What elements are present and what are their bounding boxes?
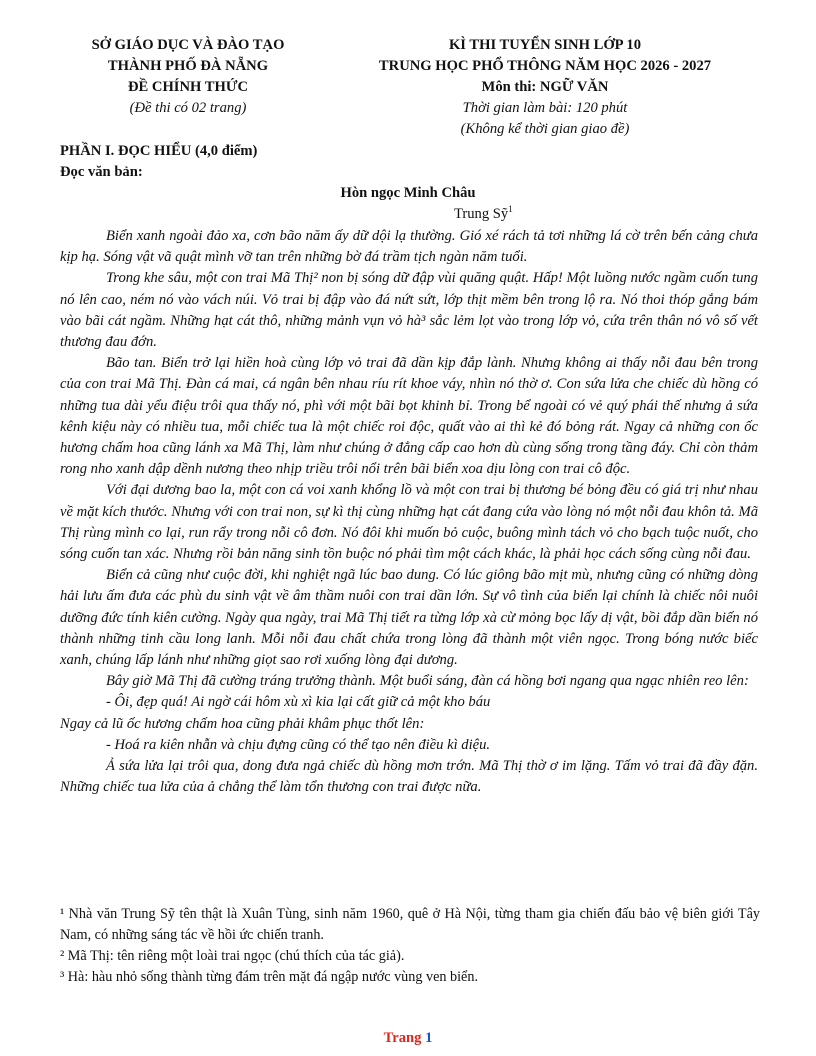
story-dialogue: - Ôi, đẹp quá! Ai ngờ cái hôm xù xì kia lại cất giữ cả một kho báu xyxy=(106,694,491,711)
footnotes xyxy=(60,904,760,988)
footnote: ¹ Nhà văn Trung Sỹ tên thật là Xuân Tùng, sinh năm 1960, quê ở Hà Nội, từng tham gia chiến đấu bảo vệ biên giới Tây Nam, có những sáng tác về hồi ức chiến tranh. xyxy=(60,906,760,943)
footnote: ³ Hà: hàu nhỏ sống thành từng đám trên mặt đá ngập nước vùng ven biển. xyxy=(60,969,478,985)
subject: Môn thi: NGỮ VĂN xyxy=(481,79,609,95)
official-label: ĐỀ CHÍNH THỨC xyxy=(127,79,248,95)
story-dialogue: - Hoá ra kiên nhẫn và chịu đựng cũng có thể tạo nên điều kì diệu. xyxy=(106,736,491,753)
story-paragraph: Biển xanh ngoài đảo xa, cơn bão năm ấy dữ dội lạ thường. Gió xé rách tả tơi những lá cờ trên bến cảng chưa kịp hạ. Sóng vật vã quật mình vỡ tan trên những bờ đá trầm tịch ngàn năm tuổi. xyxy=(60,228,758,266)
page-label: Trang xyxy=(383,1030,422,1046)
city-name: THÀNH PHỐ ĐÀ NẴNG xyxy=(107,58,269,74)
section-heading: PHẦN I. ĐỌC HIỂU (4,0 điểm) xyxy=(60,143,258,159)
story-title: Hòn ngọc Minh Châu xyxy=(340,185,476,201)
page-number xyxy=(0,1028,816,1049)
section-heading-block xyxy=(60,141,760,183)
story-author xyxy=(454,204,513,225)
story-paragraph: Ả sứa lửa lại trôi qua, dong đưa ngả chiếc dù hồng mơn trớn. Mã Thị thờ ơ im lặng. Tấm vỏ trai đã đầy đặn. Những chiếc tua lửa của ả chẳng thể làm tổn thương con trai được nữa. xyxy=(60,758,758,796)
pages-note: (Đề thi có 02 trang) xyxy=(129,100,247,116)
story-paragraph: Bây giờ Mã Thị đã cường tráng trưởng thành. Một buổi sáng, đàn cá hồng bơi ngang qua ngạc nhiên reo lên: xyxy=(106,673,749,690)
story-paragraph: Trong khe sâu, một con trai Mã Thị² non bị sóng dữ đập vùi quăng quật. Hấp! Một luồng nước ngầm cuốn tung nó lên cao, ném nó vào vách núi. Vỏ trai bị đập vào đá nứt sứt, lớp thịt mềm bên trong lộ ra. Nó thoi thóp gắng bám vào bãi cát ngầm. Những hạt cát thô, những mảnh vụn vỏ hà³ sắc lẻm lọt vào trong lớp vỏ, cứa trên thân nó vô số vết thương đau đớn. xyxy=(60,270,758,351)
header-right xyxy=(335,35,755,140)
header-left xyxy=(60,35,316,119)
reading-instruction: Đọc văn bản: xyxy=(60,164,143,180)
story-text xyxy=(60,226,758,798)
exam-title: KÌ THI TUYỂN SINH LỚP 10 xyxy=(448,37,642,53)
school-year: TRUNG HỌC PHỔ THÔNG NĂM HỌC 2026 - 2027 xyxy=(378,58,712,74)
duration-note: (Không kể thời gian giao đề) xyxy=(460,121,630,137)
department-name: SỞ GIÁO DỤC VÀ ĐÀO TẠO xyxy=(91,37,285,53)
author-name: Trung Sỹ xyxy=(454,206,509,222)
story-paragraph: Bão tan. Biển trở lại hiền hoà cùng lớp vỏ trai đã dần kịp đắp lành. Nhưng không ai thấy nỗi đau bên trong của con trai Mã Thị. Đàn cá mai, cá ngân bên nhau ríu rít khoe váy, nhìn nó thờ ơ. Con sứa lửa che chiếc dù hồng có những tua dài yểu điệu trôi qua thấy nó, phì với một bãi bọt khinh bỉ. Trong bể ngoài có vẻ quý phái thế nhưng ả sứa kênh kiệu này có nhiều tua, mỗi chiếc tua là một chiếc roi độc, quất vào ai thì kẻ đó bỏng rát. Ngay cả những con ốc hương chấm hoa cũng lánh xa Mã Thị, làm như chúng ở đẳng cấp cao hơn dù cùng sống trong tầng đáy. Chỉ còn thảm rong nho xanh dập dềnh nương theo nhịp triều trôi nổi trên bãi biển xoa dịu lòng con trai cô độc. xyxy=(60,355,758,478)
footnote: ² Mã Thị: tên riêng một loài trai ngọc (chú thích của tác giả). xyxy=(60,948,405,964)
duration: Thời gian làm bài: 120 phút xyxy=(462,100,628,116)
story-paragraph: Với đại dương bao la, một con cá voi xanh khổng lồ và một con trai bị thương bé bỏng đều có giá trị như nhau về mặt kích thước. Nhưng với con trai non, sự kì thị cùng những hạt cát đang cứa vào lòng nó một nỗi đau khôn tả. Mã Thị rùng mình co lại, run rẩy trong nỗi cô đơn. Nó đôi khi muốn bỏ cuộc, buông mình tách vỏ cho bạch tuộc nuốt, cho sóng cuốn tan xác. Nhưng rồi bản năng sinh tồn buộc nó phải tìm một cách khác, là phải học cách sống cùng nỗi đau. xyxy=(60,482,758,563)
page-number-value: 1 xyxy=(425,1030,433,1046)
author-footnote-mark: 1 xyxy=(508,204,513,215)
story-paragraph: Biển cả cũng như cuộc đời, khi nghiệt ngã lúc bao dung. Có lúc giông bão mịt mù, nhưng cũng có những dòng hải lưu ấm đưa các phù du sinh vật về âm thầm nuôi con trai dần lớn. Sự vô tình của biển lại chính là chiếc nôi nuôi dưỡng đức tính kiên cường. Ngày qua ngày, trai Mã Thị tiết ra từng lớp xà cừ mỏng bọc lấy dị vật, bồi đắp dần biến nó thành những tinh cầu long lanh. Mỗi nỗi đau chất chứa trong lòng đã thành một viên ngọc. Trong bóng nước biếc xanh, chúng lấp lánh như những giọt sao rơi xuống lòng đại dương. xyxy=(60,567,758,669)
story-paragraph: Ngay cả lũ ốc hương chấm hoa cũng phải khâm phục thốt lên: xyxy=(60,715,425,732)
